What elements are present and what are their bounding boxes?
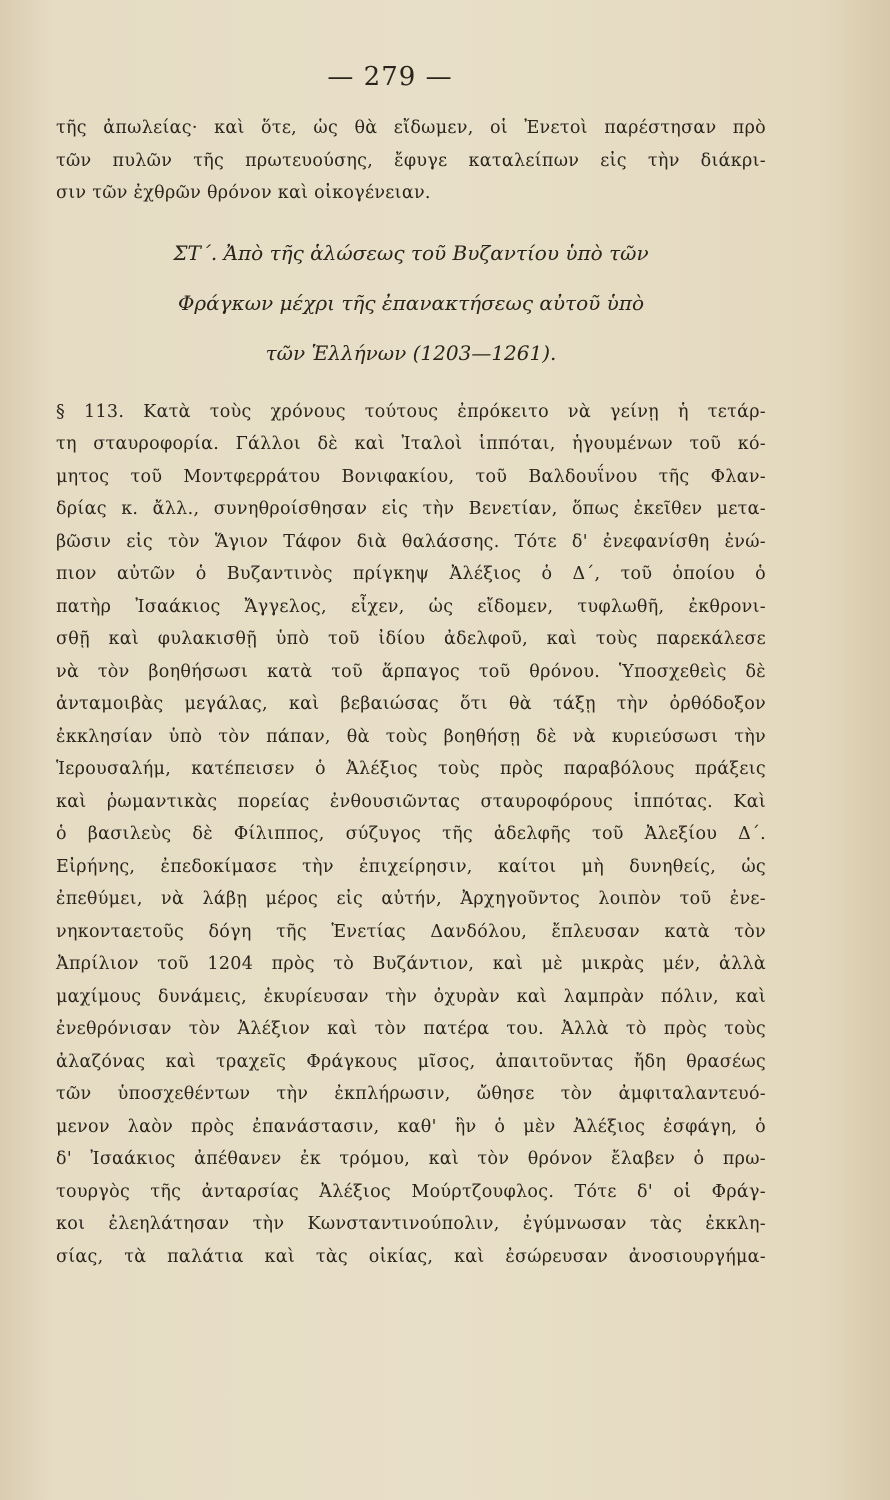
section-heading: [56, 228, 766, 378]
text-line: § 113. Κατὰ τοὺς χρόνους τούτους ἐπρόκειτο νὰ γείνῃ ἡ τετάρ-: [56, 401, 766, 422]
page-text: [56, 112, 766, 1273]
text-line: σιν τῶν ἐχθρῶν θρόνον καὶ οἰκογένειαν.: [56, 183, 431, 203]
intro-paragraph: [56, 112, 766, 210]
text-line: δ' Ἰσαάκιος ἀπέθανεν ἐκ τρόμου, καὶ τὸν θρόνον ἔλαβεν ὁ πρω-: [56, 1149, 766, 1169]
text-line: Ἀπρίλιον τοῦ 1204 πρὸς τὸ Βυζάντιον, καὶ μὲ μικρὰς μέν, ἀλλὰ: [56, 954, 766, 974]
text-line: πιον αὐτῶν ὁ Βυζαντινὸς πρίγκηψ Ἀλέξιος ὁ Δ΄, τοῦ ὁποίου ὁ: [56, 564, 766, 584]
text-line: δρίας κ. ἄλλ., συνηθροίσθησαν εἰς τὴν Βενετίαν, ὅπως ἐκεῖθεν μετα-: [56, 499, 766, 519]
text-line: μητος τοῦ Μοντφερράτου Βονιφακίου, τοῦ Βαλδουΐνου τῆς Φλαν-: [56, 466, 766, 487]
text-line: τῆς ἀπωλείας· καὶ ὅτε, ὡς θὰ εἴδωμεν, οἱ Ἐνετοὶ παρέστησαν πρὸ: [56, 118, 766, 138]
text-line: τη σταυροφορία. Γάλλοι δὲ καὶ Ἰταλοὶ ἱππόται, ἡγουμένων τοῦ κό-: [56, 434, 766, 454]
text-line: κοι ἐλεηλάτησαν τὴν Κωνσταντινούπολιν, ἐγύμνωσαν τὰς ἐκκλη-: [56, 1214, 766, 1234]
text-line: ἐνεθρόνισαν τὸν Ἀλέξιον καὶ τὸν πατέρα του. Ἀλλὰ τὸ πρὸς τοὺς: [56, 1019, 766, 1039]
text-line: ἀνταμοιβὰς μεγάλας, καὶ βεβαιώσας ὅτι θὰ τάξῃ τὴν ὀρθόδοξον: [56, 694, 766, 714]
text-line: νηκονταετοῦς δόγη τῆς Ἑνετίας Δανδόλου, ἔπλευσαν κατὰ τὸν: [56, 921, 766, 942]
text-line: νὰ τὸν βοηθήσωσι κατὰ τοῦ ἅρπαγος τοῦ θρόνου. Ὑποσχεθεὶς δὲ: [56, 661, 766, 682]
text-line: μενον λαὸν πρὸς ἐπανάστασιν, καθ' ἣν ὁ μὲν Ἀλέξιος ἐσφάγη, ὁ: [56, 1116, 766, 1137]
text-line: Ἱερουσαλήμ, κατέπεισεν ὁ Ἀλέξιος τοὺς πρὸς παραβόλους πράξεις: [56, 759, 766, 779]
text-line: τῶν ὑποσχεθέντων τὴν ἐκπλήρωσιν, ὤθησε τὸν ἀμφιταλαντευό-: [56, 1084, 766, 1104]
text-line: βῶσιν εἰς τὸν Ἅγιον Τάφον διὰ θαλάσσης. Τότε δ' ἐνεφανίσθη ἐνώ-: [56, 531, 766, 552]
text-line: ἐπεθύμει, νὰ λάβῃ μέρος εἰς αὐτήν, Ἀρχηγοῦντος λοιπὸν τοῦ ἐνε-: [56, 889, 766, 909]
text-line: μαχίμους δυνάμεις, ἐκυρίευσαν τὴν ὀχυρὰν καὶ λαμπρὰν πόλιν, καὶ: [56, 986, 766, 1007]
text-line: ὁ βασιλεὺς δὲ Φίλιππος, σύζυγος τῆς ἀδελφῆς τοῦ Ἀλεξίου Δ΄.: [56, 824, 766, 844]
text-line: ἐκκλησίαν ὑπὸ τὸν πάπαν, θὰ τοὺς βοηθήσῃ δὲ νὰ κυριεύσωσι τὴν: [56, 726, 766, 747]
body-paragraph: [56, 396, 766, 1274]
text-line: Εἰρήνης, ἐπεδοκίμασε τὴν ἐπιχείρησιν, καίτοι μὴ δυνηθείς, ὡς: [56, 856, 766, 877]
text-line: τῶν πυλῶν τῆς πρωτευούσης, ἔφυγε καταλείπων εἰς τὴν διάκρι-: [56, 150, 766, 171]
text-line: τουργὸς τῆς ἀνταρσίας Ἀλέξιος Μούρτζουφλος. Τότε δ' οἱ Φράγ-: [56, 1181, 766, 1202]
text-line: πατὴρ Ἰσαάκιος Ἄγγελος, εἶχεν, ὡς εἴδομεν, τυφλωθῆ, ἐκθρονι-: [56, 596, 766, 617]
page-number: — 279 —: [327, 62, 453, 92]
text-line: σθῇ καὶ φυλακισθῇ ὑπὸ τοῦ ἰδίου ἀδελφοῦ, καὶ τοὺς παρεκάλεσε: [56, 629, 766, 649]
text-line: καὶ ῥωμαντικὰς πορείας ἐνθουσιῶντας σταυροφόρους ἱππότας. Καὶ: [56, 791, 766, 812]
text-line: σίας, τὰ παλάτια καὶ τὰς οἰκίας, καὶ ἐσώρευσαν ἀνοσιουργήμα-: [56, 1246, 766, 1267]
text-line: ἀλαζόνας καὶ τραχεῖς Φράγκους μῖσος, ἀπαιτοῦντας ἤδη θρασέως: [56, 1051, 766, 1072]
heading-line: ΣΤ΄. Ἀπὸ τῆς ἁλώσεως τοῦ Βυζαντίου ὑπὸ τῶν: [173, 240, 649, 265]
heading-line: Φράγκων μέχρι τῆς ἐπανακτήσεως αὐτοῦ ὑπὸ: [177, 290, 645, 315]
heading-line: τῶν Ἑλλήνων (1203—1261).: [265, 340, 557, 365]
